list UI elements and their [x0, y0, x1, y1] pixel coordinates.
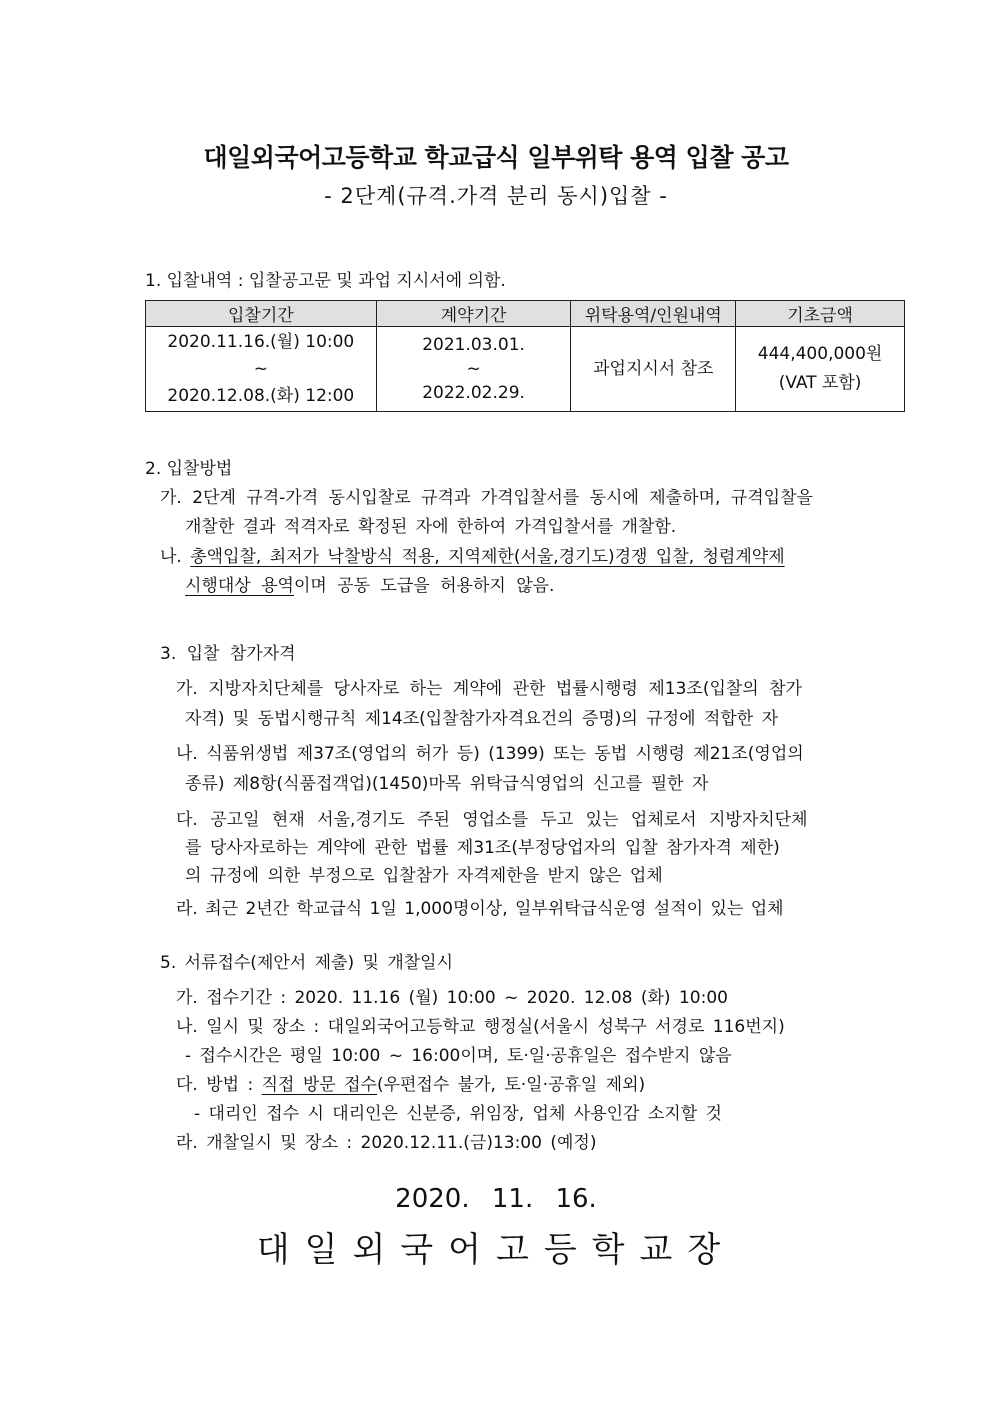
bid-separator: ~ — [253, 358, 268, 379]
table-row — [146, 327, 905, 412]
document-title: 대일외국어고등학교 학교급식 일부위탁 용역 입찰 공고 — [203, 143, 789, 172]
s5-item-ra: 라. 개찰일시 및 장소 : 2020.12.11.(금)13:00 (예정) — [176, 1133, 597, 1153]
base-amount: 444,400,000원 — [757, 344, 883, 364]
s3-item-da-line1: 다. 공고일 현재 서울,경기도 주된 영업소를 두고 있는 업체로서 지방자치단체 — [176, 810, 808, 830]
bid-start: 2020.11.16.(월) 10:00 — [167, 331, 355, 352]
s2-item-na-line2 — [185, 571, 554, 596]
table-header-row — [146, 301, 905, 327]
s2-item-na-underlined: 총액입찰, 최저가 낙찰방식 적용, 지역제한(서울,경기도)경쟁 입찰, 청렴계약제 — [190, 547, 785, 567]
announcement-date: 2020. 11. 16. — [395, 1184, 597, 1214]
cell-base-amount — [736, 327, 905, 412]
s5-item-na: 나. 일시 및 장소 : 대일외국어고등학교 행정실(서울시 성북구 서경로 116번지) — [176, 1017, 785, 1037]
s3-item-ra: 라. 최근 2년간 학교급식 1일 1,000명이상, 일부위탁급식운영 설적이 있는 업체 — [176, 899, 784, 919]
s5-item-da — [176, 1070, 645, 1095]
s5-item-da-underlined: 직접 방문 접수 — [261, 1075, 377, 1095]
section3-heading: 3. 입찰 참가자격 — [160, 644, 296, 664]
cell-scope: 과업지시서 참조 — [571, 327, 736, 412]
bid-details-table — [145, 300, 905, 412]
s3-item-na-line1: 나. 식품위생법 제37조(영업의 허가 등) (1399) 또는 동법 시행령 제21조(영업의 — [176, 744, 804, 764]
header-contract-period: 계약기간 — [376, 301, 571, 327]
issuer-name: 대일외국어고등학교장 — [256, 1230, 736, 1270]
s3-item-ga-line2: 자격) 및 동법시행규칙 제14조(입찰참가자격요건의 증명)의 규정에 적합한 자 — [185, 709, 779, 729]
header-scope: 위탁용역/인원내역 — [571, 301, 736, 327]
contract-separator: ~ — [466, 359, 481, 379]
bid-end: 2020.12.08.(화) 12:00 — [167, 385, 355, 406]
cell-contract-period — [376, 327, 571, 412]
s5-item-ga: 가. 접수기간 : 2020. 11.16 (월) 10:00 ~ 2020. 12.08 (화) 10:00 — [176, 988, 728, 1008]
s2-item-na-prefix: 나. — [160, 547, 191, 567]
contract-end: 2022.02.29. — [422, 383, 525, 403]
s2-item-na-rest: 이며 공동 도급을 허용하지 않음. — [293, 576, 555, 596]
s2-item-na-line1 — [160, 542, 785, 567]
s5-item-da-rest: (우편접수 불가, 토·일·공휴일 제외) — [376, 1075, 646, 1095]
s2-item-ga-line1: 가. 2단계 규격-가격 동시입찰로 규격과 가격입찰서를 동시에 제출하며, 규격입찰을 — [160, 488, 813, 508]
contract-start: 2021.03.01. — [422, 335, 525, 355]
s5-item-na-sub: - 접수시간은 평일 10:00 ~ 16:00이며, 토·일·공휴일은 접수받지 않음 — [185, 1046, 732, 1066]
section5-heading: 5. 서류접수(제안서 제출) 및 개찰일시 — [160, 953, 454, 973]
section2-heading: 2. 입찰방법 — [145, 459, 233, 479]
s3-item-ga-line1: 가. 지방자치단체를 당사자로 하는 계약에 관한 법률시행령 제13조(입찰의 참가 — [176, 679, 802, 699]
cell-bid-period — [146, 327, 377, 412]
s5-item-da-sub: - 대리인 접수 시 대리인은 신분증, 위임장, 업체 사용인감 소지할 것 — [194, 1104, 722, 1124]
s5-item-da-prefix: 다. 방법 : — [176, 1075, 262, 1095]
document-subtitle: - 2단계(규격.가격 분리 동시)입찰 - — [324, 184, 668, 208]
s2-item-na-underlined2: 시행대상 용역 — [185, 576, 294, 596]
base-amount-note: (VAT 포함) — [778, 373, 862, 393]
section1-heading: 1. 입찰내역 : 입찰공고문 및 과업 지시서에 의함. — [145, 271, 506, 291]
s3-item-na-line2: 종류) 제8항(식품접객업)(1450)마목 위탁급식영업의 신고를 필한 자 — [185, 774, 709, 794]
header-base-amount: 기초금액 — [736, 301, 905, 327]
header-bid-period: 입찰기간 — [146, 301, 377, 327]
s2-item-ga-line2: 개찰한 결과 적격자로 확정된 자에 한하여 가격입찰서를 개찰함. — [185, 517, 677, 537]
s3-item-da-line2: 를 당사자로하는 계약에 관한 법률 제31조(부정당업자의 입찰 참가자격 제한) — [185, 838, 780, 858]
s3-item-da-line3: 의 규정에 의한 부정으로 입찰참가 자격제한을 받지 않은 업체 — [185, 866, 663, 886]
